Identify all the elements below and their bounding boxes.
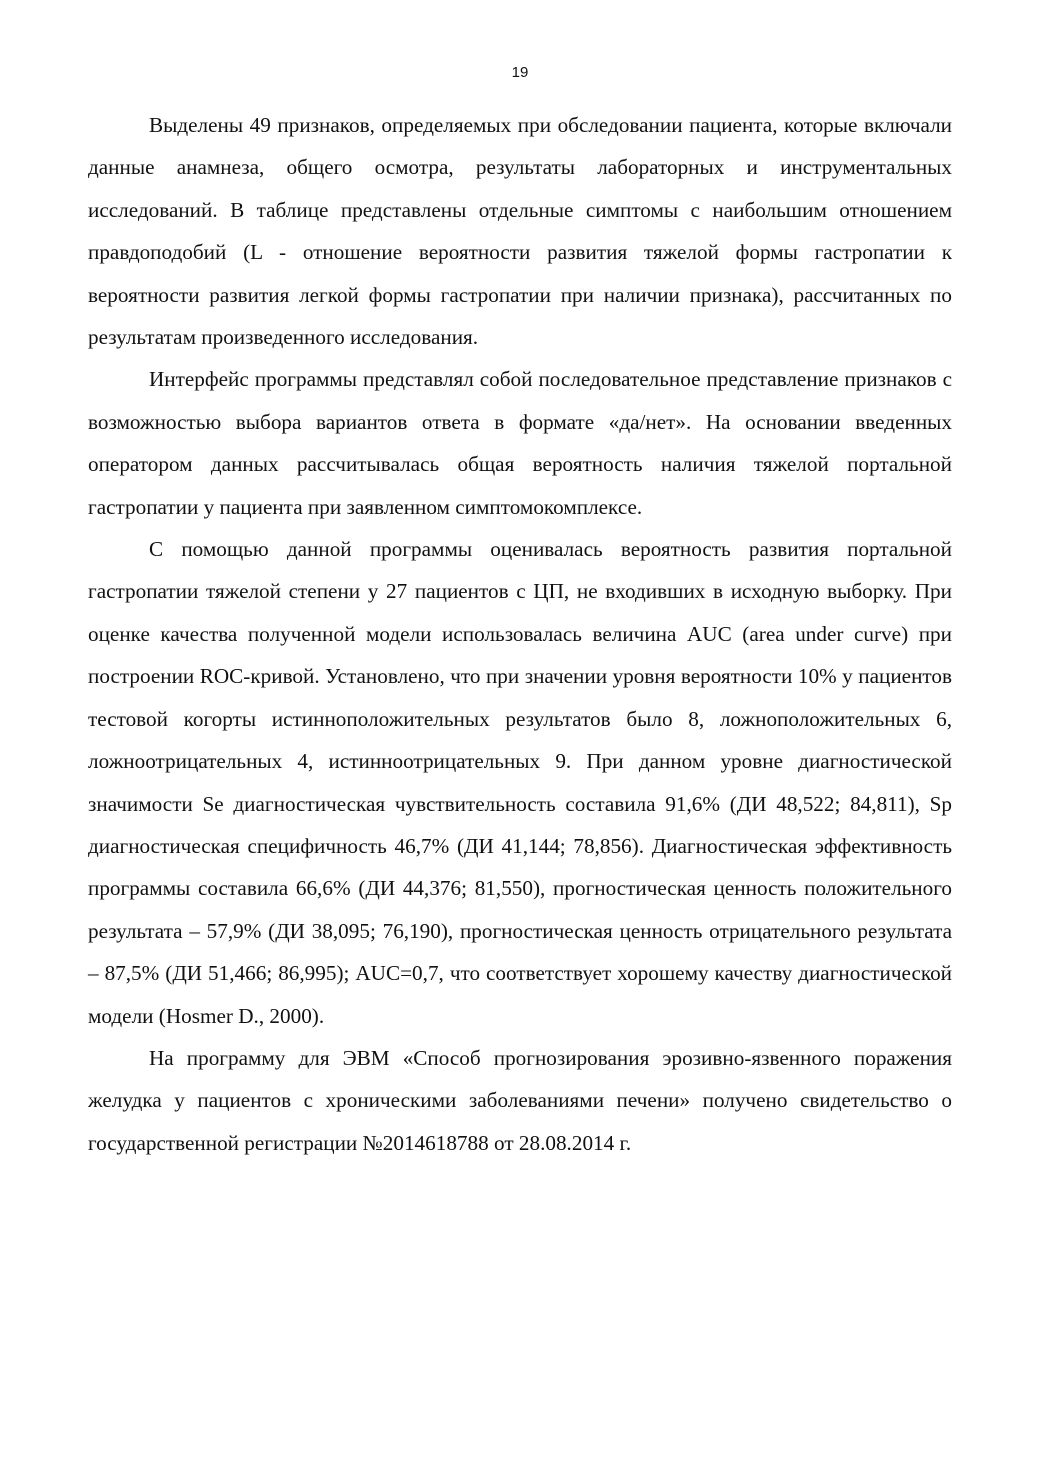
document-body xyxy=(88,104,952,1164)
paragraph-features: Выделены 49 признаков, определяемых при обследовании пациента, которые включали данные анамнеза, общего осмотра, результаты лабораторных и инструментальных исследований. В таблице представлены отдельные симптомы с наибольшим отношением правдоподобий (L - отношение вероятности развития тяжелой формы гастропатии к вероятности развития легкой формы гастропатии при наличии признака), рассчитанных по результатам произведенного исследования. xyxy=(88,113,952,350)
paragraph-interface: Интерфейс программы представлял собой последовательное представление признаков с возможностью выбора вариантов ответа в формате «да/нет». На основании введенных оператором данных рассчитывалась общая вероятность наличия тяжелой портальной гастропатии у пациента при заявленном симптомокомплексе. xyxy=(88,367,952,519)
paragraph-registration: На программу для ЭВМ «Способ прогнозирования эрозивно-язвенного поражения желудка у пациентов с хроническими заболеваниями печени» получено свидетельство о государственной регистрации №2014618788 от 28.08.2014 г. xyxy=(88,1045,952,1155)
paragraph-evaluation: С помощью данной программы оценивалась вероятность развития портальной гастропатии тяжелой степени у 27 пациентов с ЦП, не входивших в исходную выборку. При оценке качества полученной модели использовалась величина AUC (area under curve) при построении ROC-кривой. Установлено, что при значении уровня вероятности 10% у пациентов тестовой когорты истинноположительных результатов было 8, ложноположительных 6, ложноотрицательных 4, истинноотрицательных 9. При данном уровне диагностической значимости Se диагностическая чувствительность составила 91,6% (ДИ 48,522; 84,811), Sp диагностическая специфичность 46,7% (ДИ 41,144; 78,856). Диагностическая эффективность программы составила 66,6% (ДИ 44,376; 81,550), прогностическая ценность положительного результата – 57,9% (ДИ 38,095; 76,190), прогностическая ценность отрицательного результата – 87,5% (ДИ 51,466; 86,995); AUC=0,7, что соответствует хорошему качеству диагностической модели (Hosmer D., 2000). xyxy=(88,537,952,1028)
page-number: 19 xyxy=(511,64,529,81)
